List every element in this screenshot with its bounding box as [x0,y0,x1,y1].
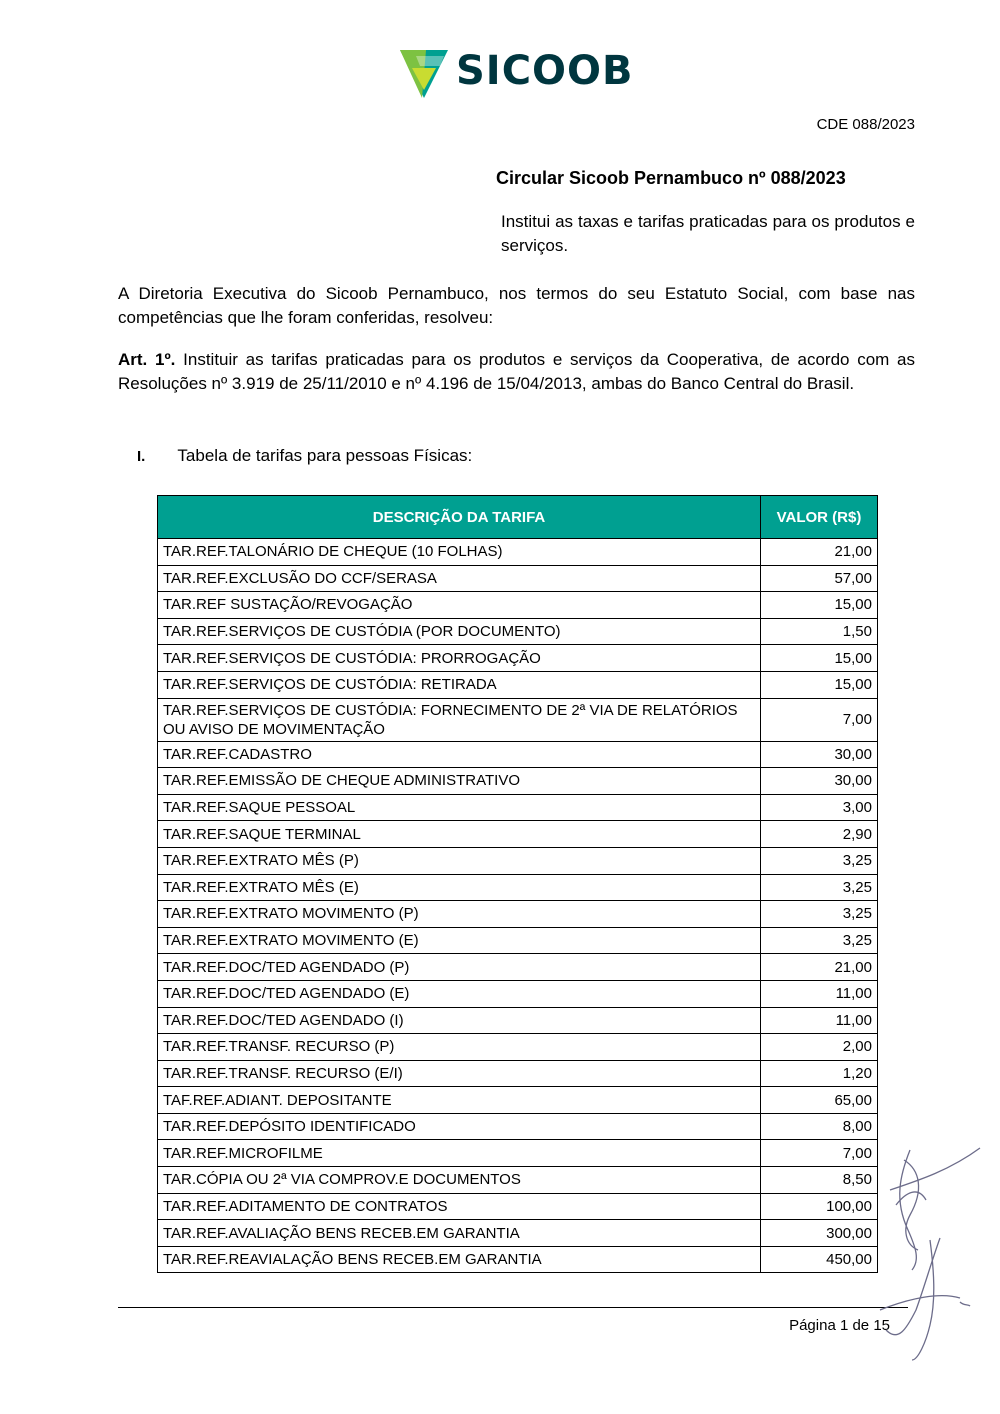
table-row [158,1060,878,1087]
document-code: CDE 088/2023 [816,116,915,133]
column-header-description: DESCRIÇÃO DA TARIFA [158,496,761,539]
table-row [158,980,878,1007]
article-text: Instituir as tarifas praticadas para os produtos e serviços da Cooperativa, de acordo com as Resoluções nº 3.919 de 25/11/2010 e nº 4.196 de 15/04/2013, ambas do Banco Central do Brasil. [118,350,916,393]
logo-text: SICOOB [456,48,634,94]
tarifa-value: 100,00 [761,1193,878,1220]
tarifa-value: 8,00 [761,1113,878,1140]
tarifa-value: 57,00 [761,565,878,592]
intro-paragraph: A Diretoria Executiva do Sicoob Pernambuco, nos termos do seu Estatuto Social, com base nas competências que lhe foram conferidas, resolveu: [118,284,915,327]
table-row [158,1087,878,1114]
table-row [158,698,878,741]
tarifa-value: 3,25 [761,874,878,901]
handwritten-signature [860,1120,990,1370]
tarifa-value: 21,00 [761,539,878,566]
tarifa-value: 15,00 [761,671,878,698]
tarifa-value: 3,25 [761,847,878,874]
table-row [158,741,878,768]
tarifa-value: 11,00 [761,1007,878,1034]
tarifa-description: TAR.REF.AVALIAÇÃO BENS RECEB.EM GARANTIA [158,1220,761,1247]
tarifa-value: 300,00 [761,1220,878,1247]
tarifa-value: 7,00 [761,698,878,741]
tarifa-description: TAR.REF.EXTRATO MÊS (E) [158,874,761,901]
tarifa-description: TAR.REF.SAQUE PESSOAL [158,794,761,821]
table-row [158,1167,878,1194]
table-header-row [158,496,878,539]
table-row [158,901,878,928]
table-row [158,671,878,698]
tarifa-description: TAR.REF.REAVIALAÇÃO BENS RECEB.EM GARANTIA [158,1246,761,1273]
tarifa-value: 15,00 [761,592,878,619]
tarifa-description: TAR.REF.DOC/TED AGENDADO (I) [158,1007,761,1034]
tarifa-description: TAR.REF.DEPÓSITO IDENTIFICADO [158,1113,761,1140]
tarifa-value: 30,00 [761,768,878,795]
table-row [158,821,878,848]
tarifa-value: 3,00 [761,794,878,821]
tarifa-description: TAR.REF.DOC/TED AGENDADO (P) [158,954,761,981]
tarifa-description: TAR.REF.EXTRATO MOVIMENTO (E) [158,927,761,954]
tarifas-table [157,495,878,1273]
column-header-value: VALOR (R$) [761,496,878,539]
tarifa-description: TAR.REF.ADITAMENTO DE CONTRATOS [158,1193,761,1220]
table-row [158,847,878,874]
table-row [158,645,878,672]
table-row [158,618,878,645]
section-number: I. [137,448,146,465]
tarifa-description: TAR.REF.EXCLUSÃO DO CCF/SERASA [158,565,761,592]
table-body [158,539,878,1273]
tarifa-value: 450,00 [761,1246,878,1273]
tarifa-value: 8,50 [761,1167,878,1194]
tarifa-value: 1,20 [761,1060,878,1087]
tarifa-value: 3,25 [761,901,878,928]
table-row [158,592,878,619]
tarifa-description: TAR.REF.EXTRATO MÊS (P) [158,847,761,874]
tarifa-value: 15,00 [761,645,878,672]
table-row [158,927,878,954]
section-title: Tabela de tarifas para pessoas Físicas: [177,446,473,465]
tarifa-description: TAR.REF.TALONÁRIO DE CHEQUE (10 FOLHAS) [158,539,761,566]
table-row [158,794,878,821]
footer-divider [118,1307,908,1308]
tarifa-description: TAR.REF SUSTAÇÃO/REVOGAÇÃO [158,592,761,619]
tarifa-description: TAF.REF.ADIANT. DEPOSITANTE [158,1087,761,1114]
tarifa-description: TAR.REF.SERVIÇOS DE CUSTÓDIA: PRORROGAÇÃO [158,645,761,672]
tarifa-description: TAR.REF.SERVIÇOS DE CUSTÓDIA (POR DOCUMENTO) [158,618,761,645]
tarifa-description: TAR.REF.EMISSÃO DE CHEQUE ADMINISTRATIVO [158,768,761,795]
table-row [158,1113,878,1140]
tarifa-description: TAR.REF.TRANSF. RECURSO (P) [158,1034,761,1061]
tarifa-description: TAR.REF.TRANSF. RECURSO (E/I) [158,1060,761,1087]
circular-title: Circular Sicoob Pernambuco nº 088/2023 [496,168,846,188]
tarifa-value: 7,00 [761,1140,878,1167]
tarifa-value: 30,00 [761,741,878,768]
table-row [158,565,878,592]
table-row [158,874,878,901]
sicoob-logo [398,46,634,102]
tarifa-value: 3,25 [761,927,878,954]
tarifa-value: 21,00 [761,954,878,981]
tarifa-description: TAR.REF.SERVIÇOS DE CUSTÓDIA: FORNECIMENTO DE 2ª VIA DE RELATÓRIOS OU AVISO DE MOVIMENTAÇÃO [158,698,761,741]
table-row [158,768,878,795]
tarifa-description: TAR.REF.MICROFILME [158,1140,761,1167]
tarifa-description: TAR.REF.CADASTRO [158,741,761,768]
tarifa-description: TAR.REF.DOC/TED AGENDADO (E) [158,980,761,1007]
tarifa-value: 11,00 [761,980,878,1007]
sicoob-logo-icon [398,46,454,102]
table-row [158,954,878,981]
table-row [158,1034,878,1061]
table-row [158,1220,878,1247]
article-paragraph [118,348,915,396]
table-row [158,1193,878,1220]
section-heading [137,446,472,466]
tarifa-value: 2,90 [761,821,878,848]
tarifa-description: TAR.REF.SERVIÇOS DE CUSTÓDIA: RETIRADA [158,671,761,698]
table-row [158,1246,878,1273]
tarifa-description: TAR.CÓPIA OU 2ª VIA COMPROV.E DOCUMENTOS [158,1167,761,1194]
article-label: Art. 1º. [118,350,176,369]
tarifa-value: 1,50 [761,618,878,645]
page-number: Página 1 de 15 [789,1317,890,1334]
tarifa-description: TAR.REF.SAQUE TERMINAL [158,821,761,848]
table-row [158,1007,878,1034]
ementa: Institui as taxas e tarifas praticadas para os produtos e serviços. [501,212,915,255]
table-row [158,539,878,566]
tarifa-value: 2,00 [761,1034,878,1061]
tarifa-description: TAR.REF.EXTRATO MOVIMENTO (P) [158,901,761,928]
tarifa-value: 65,00 [761,1087,878,1114]
table-row [158,1140,878,1167]
